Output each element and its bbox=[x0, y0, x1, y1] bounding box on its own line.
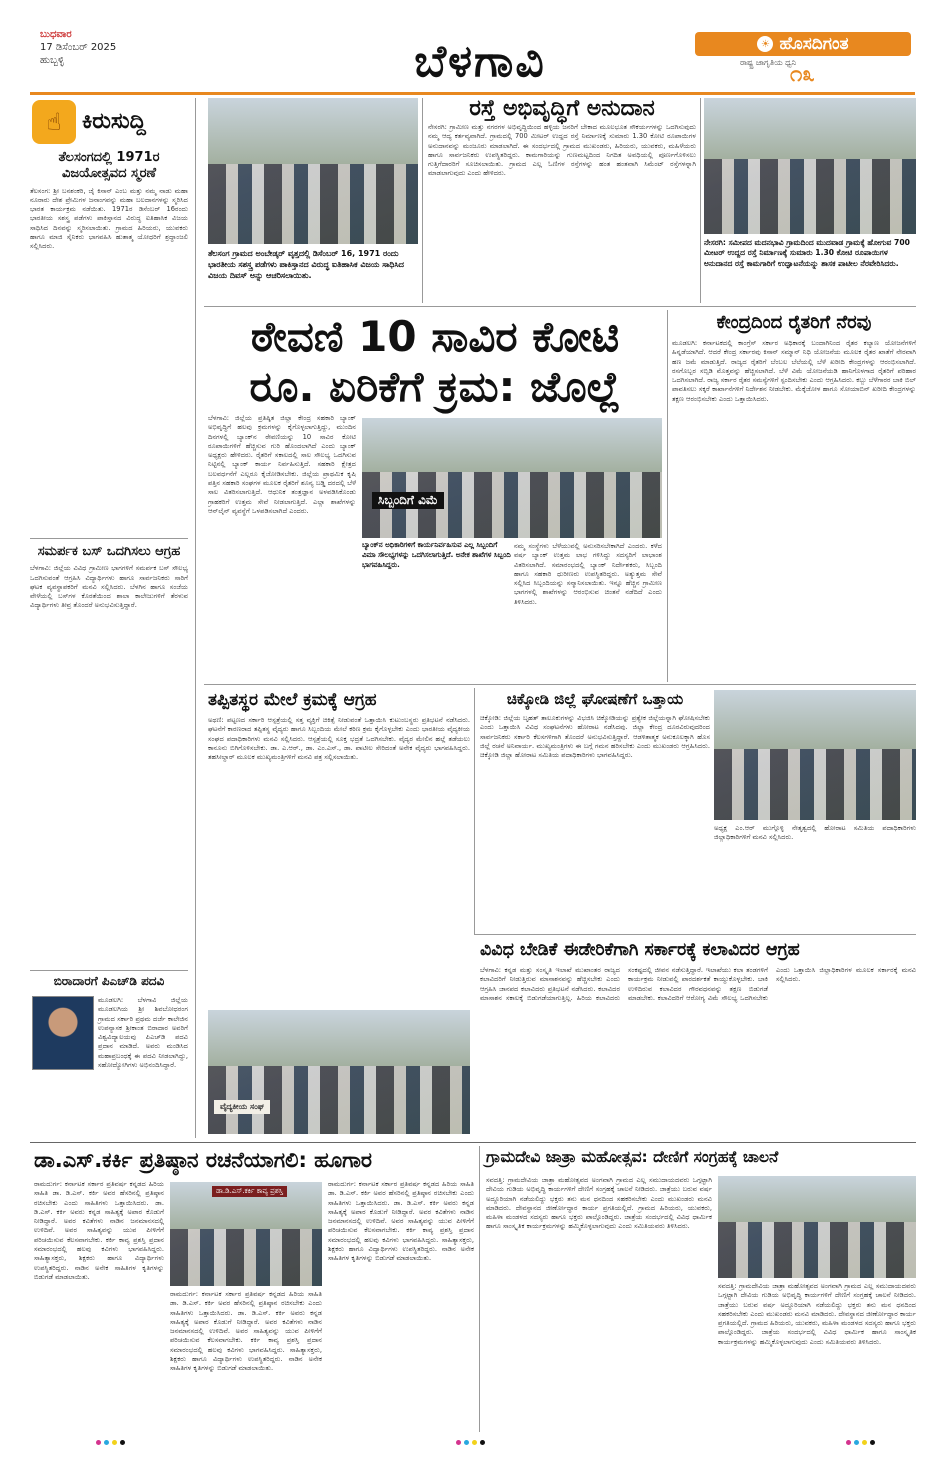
story-headline: ರಸ್ತೆ ಅಭಿವೃದ್ಧಿಗೆ ಅನುದಾನ bbox=[469, 96, 655, 121]
banner-text: ವೈದ್ಯಕೀಯ ಸಂಘ bbox=[214, 1100, 270, 1114]
story-body: ಬೆಳಗಾವಿ: ಕನ್ನಡ ಮತ್ತು ಸಂಸ್ಕೃತಿ ಇಲಾಖೆ ಮುಖಾಂತರ ರಾಜ್ಯದ ಕಲಾವಿದರಿಗೆ ನೀಡುತ್ತಿರುವ ಮಾಸಾಶನವನ್ನು ಹೆಚ್ಚಿಸಬೇಕು ಎಂದು ಆಗ್ರಹಿಸಿ ಜಾನಪದ ಕಲಾವಿದರು ಪ್ರತಿಭಟನೆ ನಡೆಸಿದರು. ಕಲಾವಿದರ ಮಾಸಾಶನ ಸಕಾಲಕ್ಕೆ ಬಿಡುಗಡೆಯಾಗುತ್ತಿಲ್ಲ. ಹಿರಿಯ ಕಲಾವಿದರು ಸಂಕಷ್ಟದಲ್ಲಿ ಜೀವನ ನಡೆಸುತ್ತಿದ್ದಾರೆ. ಇಲಾಖೆಯು ಕಲಾ ತಂಡಗಳಿಗೆ ಕಾರ್ಯಕ್ರಮ ನೀಡುವಲ್ಲಿ ಪಾರದರ್ಶಕತೆ ಕಾಯ್ದುಕೊಳ್ಳಬೇಕು. ಬಾಕಿ ಉಳಿದಿರುವ ಕಲಾವಿದರ ಗೌರವಧನವನ್ನು ತಕ್ಷಣ ಬಿಡುಗಡೆ ಮಾಡಬೇಕು. ಕಲಾವಿದರಿಗೆ ಆರೋಗ್ಯ ವಿಮೆ ಸೌಲಭ್ಯ ಒದಗಿಸಬೇಕು ಎಂದು ಒತ್ತಾಯಿಸಿ ಜಿಲ್ಲಾಧಿಕಾರಿಗಳ ಮೂಲಕ ಸರ್ಕಾರಕ್ಕೆ ಮನವಿ ಸಲ್ಲಿಸಿದರು. bbox=[480, 966, 916, 1002]
brief-headline: ಬಿರಾದಾರಗೆ ಪಿಎಚ್‌ಡಿ ಪದವಿ bbox=[53, 974, 165, 988]
photo-background bbox=[208, 1010, 470, 1066]
section-divider bbox=[474, 934, 916, 935]
brief-item bbox=[30, 974, 188, 1070]
jatra-donation-photo bbox=[718, 1176, 916, 1278]
photo-crowd bbox=[170, 1229, 322, 1286]
photo-background bbox=[704, 98, 916, 159]
photo-background bbox=[208, 98, 418, 164]
story-body: ನೇಸರಗಿ: ಗ್ರಾಮೀಣ ಮತ್ತು ನಗರಗಳ ಅಭಿವೃದ್ಧಿಯಿಂದ ಹಳ್ಳಿಯ ಜನರಿಗೆ ಬೇಕಾದ ಮೂಲಭೂತ ಸೌಕರ್ಯಗಳನ್ನು ಒದಗಿಸುವುದು ನಮ್ಮ ಆದ್ಯ ಕರ್ತವ್ಯವಾಗಿದೆ. ಗ್ರಾಮದಲ್ಲಿ 700 ಮೀಟರ್ ಉದ್ದದ ರಸ್ತೆ ನಿರ್ಮಾಣಕ್ಕೆ ಸುಮಾರು 1.30 ಕೋಟಿ ರೂಪಾಯಿಗಳ ಅನುದಾನವನ್ನು ಮಂಜೂರು ಮಾಡಲಾಗಿದೆ. ಈ ಸಂದರ್ಭದಲ್ಲಿ ಗ್ರಾಮದ ಮುಖಂಡರು, ಹಿರಿಯರು, ಯುವಕರು, ಮಹಿಳೆಯರು ಹಾಗೂ ಸಾರ್ವಜನಿಕರು ಉಪಸ್ಥಿತರಿದ್ದರು. ಕಾಮಗಾರಿಯನ್ನು ಗುಣಮಟ್ಟದಿಂದ ನಿಗದಿತ ಅವಧಿಯಲ್ಲಿ ಪೂರ್ಣಗೊಳಿಸಲು ಗುತ್ತಿಗೆದಾರರಿಗೆ ಸೂಚಿಸಲಾಯಿತು. ಗ್ರಾಮದ ಎಲ್ಲ ಓಣಿಗಳ ರಸ್ತೆಗಳನ್ನು ಹಂತ ಹಂತವಾಗಿ ಸಿಮೆಂಟ್ ರಸ್ತೆಗಳನ್ನಾಗಿ ಮಾಡಲಾಗುವುದು ಎಂದು ಹೇಳಿದರು. bbox=[428, 123, 696, 178]
road-story bbox=[428, 96, 696, 299]
photo-caption: ಅಧ್ಯಕ್ಷ ಎಂ.ಆರ್ ಮುಗ್ಗೊಳ್ಳಿ ನೇತೃತ್ವದಲ್ಲಿ ಹೋರಾಟ ಸಮಿತಿಯ ಪದಾಧಿಕಾರಿಗಳು ಜಿಲ್ಲಾಧಿಕಾರಿಗಳಿಗೆ ಮನವಿ ಸಲ್ಲಿಸಿದರು. bbox=[714, 824, 916, 842]
registration-marks bbox=[846, 1440, 875, 1445]
weekday: ಬುಧವಾರ bbox=[40, 29, 72, 40]
accused-story bbox=[208, 690, 470, 1022]
divider bbox=[30, 538, 188, 539]
photo-caption: ತೆಲಸಂಗ ಗ್ರಾಮದ ಅಂಬೇಡ್ಕರ್ ವೃತ್ತದಲ್ಲಿ ಡಿಸೆಂಬರ್ 16, 1971 ರಂದು ಭಾರತೀಯ ಸಶಸ್ತ್ರ ಪಡೆಗಳು ಪಾಕಿಸ್ತಾನದ ವಿರುದ್ಧ ಐತಿಹಾಸಿಕ ವಿಜಯ ಸಾಧಿಸಿದ ವಿಜಯ ದಿವಸ್ ಅನ್ನು ಆಚರಿಸಲಾಯಿತು. bbox=[208, 249, 404, 280]
city-title: ಬೆಳಗಾವಿ bbox=[414, 36, 546, 87]
headline-line: ಠೇವಣಿ 10 ಸಾವಿರ ಕೋಟಿ bbox=[250, 312, 620, 361]
story-headline: ಗ್ರಾಮದೇವಿ ಜಾತ್ರಾ ಮಹೋತ್ಸವ: ದೇಣಿಗೆ ಸಂಗ್ರಹಕ್ಕೆ ಚಾಲನೆ bbox=[486, 1148, 779, 1166]
section-title: ಕಿರುಸುದ್ದಿ bbox=[82, 108, 146, 134]
photo-crowd bbox=[704, 159, 916, 234]
photo-crowd bbox=[714, 749, 916, 821]
main-story-body-continued: ನಮ್ಮ ಸಂಸ್ಥೆಗಳು ಬೆಳೆಯುವಲ್ಲಿ ಅನುಸರಿಸಬೇಕಾಗಿದೆ ಎಂದರು. ಕಳೆದ ವರ್ಷ ಬ್ಯಾಂಕ್ ಉತ್ತಮ ಲಾಭ ಗಳಿಸಿದ್ದು ಸದಸ್ಯರಿಗೆ ಲಾಭಾಂಶ ವಿತರಿಸಲಾಗಿದೆ. ಸಮಾರಂಭದಲ್ಲಿ ಬ್ಯಾಂಕ್ ನಿರ್ದೇಶಕರು, ಸಿಬ್ಬಂದಿ ಹಾಗೂ ಸಹಕಾರಿ ಧುರೀಣರು ಉಪಸ್ಥಿತರಿದ್ದರು. ಅತ್ಯುತ್ತಮ ಸೇವೆ ಸಲ್ಲಿಸಿದ ಸಿಬ್ಬಂದಿಯನ್ನು ಸನ್ಮಾನಿಸಲಾಯಿತು. ಇನ್ನೂ ಹೆಚ್ಚಿನ ಗ್ರಾಮೀಣ ಭಾಗಗಳಲ್ಲಿ ಶಾಖೆಗಳನ್ನು ಆರಂಭಿಸುವ ಚಿಂತನೆ ನಡೆದಿದೆ ಎಂದು ತಿಳಿಸಿದರು. bbox=[514, 542, 662, 606]
column-rule bbox=[474, 688, 475, 934]
brief-item bbox=[30, 150, 188, 557]
artists-story bbox=[480, 940, 916, 1132]
kirusuddi-header bbox=[30, 98, 190, 148]
column-rule bbox=[667, 310, 668, 682]
story-body: ಅಥಣಿ: ಪಟ್ಟಣದ ಸರ್ಕಾರಿ ಆಸ್ಪತ್ರೆಯಲ್ಲಿ ಸತ್ತ ವ್ಯಕ್ತಿಗೆ ಚಿಕಿತ್ಸೆ ನೀಡುವಂತೆ ಒತ್ತಾಯಿಸಿ ಕುಟುಂಬಸ್ಥರು ಪ್ರತಿಭಟನೆ ನಡೆಸಿದರು. ಘಟನೆಗೆ ಕಾರಣರಾದ ತಪ್ಪಿತಸ್ಥ ವೈದ್ಯರು ಹಾಗೂ ಸಿಬ್ಬಂದಿಯ ಮೇಲೆ ಕಠಿಣ ಕ್ರಮ ಕೈಗೊಳ್ಳಬೇಕು ಎಂದು ಭಾರತೀಯ ವೈದ್ಯಕೀಯ ಸಂಘದ ಪದಾಧಿಕಾರಿಗಳು ಮನವಿ ಸಲ್ಲಿಸಿದರು. ಆಸ್ಪತ್ರೆಯಲ್ಲಿ ಸೂಕ್ತ ಭದ್ರತೆ ಒದಗಿಸಬೇಕು. ವೈದ್ಯರ ಮೇಲಿನ ಹಲ್ಲೆ ತಡೆಯಲು ಕಾನೂನು ಬಿಗಿಗೊಳಿಸಬೇಕು. ಡಾ. ಎ.ಆರ್., ಡಾ. ಎಂ.ಎಸ್., ಡಾ. ಪಾಟೀಲ ಸೇರಿದಂತೆ ಅನೇಕ ವೈದ್ಯರು ಭಾಗವಹಿಸಿದ್ದರು. ತಹಸೀಲ್ದಾರ್ ಮೂಲಕ ಮುಖ್ಯಮಂತ್ರಿಗಳಿಗೆ ಮನವಿ ಪತ್ರ ಸಲ್ಲಿಸಲಾಯಿತು. bbox=[208, 716, 470, 762]
story-body-continued: ಸವದತ್ತಿ: ಗ್ರಾಮದೇವಿಯ ಜಾತ್ರಾ ಮಹೋತ್ಸವದ ಅಂಗವಾಗಿ ಗ್ರಾಮದ ಎಲ್ಲ ಸಮುದಾಯದವರು ಒಗ್ಗಟ್ಟಾಗಿ ದೇವಿಯ ಗುಡಿಯ ಅಭಿವೃದ್ಧಿ ಕಾರ್ಯಗಳಿಗೆ ದೇಣಿಗೆ ಸಂಗ್ರಹಕ್ಕೆ ಚಾಲನೆ ನೀಡಿದರು. ಜಾತ್ರೆಯು ಬರುವ ವರ್ಷ ಅದ್ದೂರಿಯಾಗಿ ನಡೆಯಲಿದ್ದು ಭಕ್ತರು ತನು ಮನ ಧನದಿಂದ ಸಹಕರಿಸಬೇಕು ಎಂದು ಮುಖಂಡರು ಮನವಿ ಮಾಡಿದರು. ದೇವಸ್ಥಾನದ ಜೀರ್ಣೋದ್ಧಾರ ಕಾರ್ಯ ಪ್ರಗತಿಯಲ್ಲಿದೆ. ಗ್ರಾಮದ ಹಿರಿಯರು, ಯುವಕರು, ಮಹಿಳಾ ಮಂಡಳದ ಸದಸ್ಯರು ಹಾಗೂ ಭಕ್ತರು ಪಾಲ್ಗೊಂಡಿದ್ದರು. ಜಾತ್ರೆಯ ಸಂದರ್ಭದಲ್ಲಿ ವಿವಿಧ ಧಾರ್ಮಿಕ ಹಾಗೂ ಸಾಂಸ್ಕೃತಿಕ ಕಾರ್ಯಕ್ರಮಗಳನ್ನು ಹಮ್ಮಿಕೊಳ್ಳಲಾಗುವುದು ಎಂದು ಸಮಿತಿಯವರು ತಿಳಿಸಿದರು. bbox=[718, 1282, 916, 1346]
chikodi-story bbox=[480, 690, 710, 924]
jatra-story bbox=[486, 1148, 916, 1167]
masthead bbox=[0, 0, 945, 95]
column-rule bbox=[700, 98, 701, 303]
registration-marks bbox=[96, 1440, 125, 1445]
column-rule bbox=[479, 1146, 480, 1432]
photo-background bbox=[714, 690, 916, 749]
karki-award-photo bbox=[170, 1182, 322, 1286]
photo-crowd bbox=[208, 164, 418, 244]
story-headline: ಡಾ.ಎಸ್.ಕರ್ಕಿ ಪ್ರತಿಷ್ಠಾನ ರಚನೆಯಾಗಲಿ: ಹೂಗಾರ bbox=[34, 1148, 372, 1172]
photo-caption: ಬ್ಯಾಂಕ್‌ನ ಅಧಿಕಾರಿಗಳಿಗೆ ಕಾರ್ಯನಿರ್ವಹಿಸುವ ಎಲ್ಲ ಸಿಬ್ಬಂದಿಗೆ ವಿಮಾ ಸೌಲಭ್ಯಗಳನ್ನು ಒದಗಿಸಲಾಗುತ್ತಿದೆ. ಅನೇಕ ಶಾಖೆಗಳ ಸಿಬ್ಬಂದಿ ಭಾಗವಹಿಸಿದ್ದರು. bbox=[362, 541, 511, 569]
page-number: ೧೩ bbox=[790, 62, 815, 87]
pointing-hand-icon: ☝ bbox=[32, 100, 76, 144]
section-divider bbox=[204, 684, 916, 685]
registration-marks bbox=[456, 1440, 485, 1445]
main-story-body: ಬೆಳಗಾವಿ: ಜಿಲ್ಲೆಯ ಪ್ರತಿಷ್ಠಿತ ಜಿಲ್ಲಾ ಕೇಂದ್ರ ಸಹಕಾರಿ ಬ್ಯಾಂಕ್ ಅಭಿವೃದ್ಧಿಗೆ ಹಲವು ಕ್ರಮಗಳನ್ನು ಕೈಗೊಳ್ಳಲಾಗುತ್ತಿದ್ದು, ಮುಂದಿನ ದಿನಗಳಲ್ಲಿ ಬ್ಯಾಂಕ್‌ನ ಠೇವಣಿಯನ್ನು 10 ಸಾವಿರ ಕೋಟಿ ರೂಪಾಯಿಗಳಿಗೆ ಹೆಚ್ಚಿಸುವ ಗುರಿ ಹೊಂದಲಾಗಿದೆ ಎಂದು ಬ್ಯಾಂಕ್ ಅಧ್ಯಕ್ಷರು ಹೇಳಿದರು. ರೈತರಿಗೆ ಸಕಾಲದಲ್ಲಿ ಸಾಲ ಸೌಲಭ್ಯ ಒದಗಿಸುವ ನಿಟ್ಟಿನಲ್ಲಿ ಬ್ಯಾಂಕ್ ಕಾರ್ಯ ನಿರ್ವಹಿಸುತ್ತಿದೆ. ಸಹಕಾರಿ ಕ್ಷೇತ್ರದ ಬಲವರ್ಧನೆಗೆ ಎಲ್ಲರೂ ಕೈಜೋಡಿಸಬೇಕು. ಜಿಲ್ಲೆಯ ಪ್ರಾಥಮಿಕ ಕೃಷಿ ಪತ್ತಿನ ಸಹಕಾರಿ ಸಂಘಗಳ ಮೂಲಕ ರೈತರಿಗೆ ಶೂನ್ಯ ಬಡ್ಡಿ ದರದಲ್ಲಿ ಬೆಳೆ ಸಾಲ ವಿತರಿಸಲಾಗುತ್ತಿದೆ. ಆಧುನಿಕ ತಂತ್ರಜ್ಞಾನ ಅಳವಡಿಸಿಕೊಂಡು ಗ್ರಾಹಕರಿಗೆ ಉತ್ತಮ ಸೇವೆ ನೀಡಲಾಗುತ್ತಿದೆ. ಎಲ್ಲಾ ಶಾಖೆಗಳನ್ನು ಆನ್‌ಲೈನ್ ವ್ಯವಸ್ಥೆಗೆ ಒಳಪಡಿಸಲಾಗಿದೆ ಎಂದರು. bbox=[208, 414, 356, 515]
story-headline: ವಿವಿಧ ಬೇಡಿಕೆ ಈಡೇರಿಕೆಗಾಗಿ ಸರ್ಕಾರಕ್ಕೆ ಕಲಾವಿದರ ಆಗ್ರಹ bbox=[480, 940, 800, 960]
brand-tagline: ರಾಷ್ಟ್ರ ಜಾಗೃತಿಯ ಧ್ವನಿ bbox=[740, 58, 797, 67]
brief-headline: ಸಮರ್ಪಕ ಬಸ್ ಒದಗಿಸಲು ಆಗ್ರಹ bbox=[37, 544, 181, 559]
section-divider bbox=[204, 306, 916, 307]
brief-body: ತೆಲಸಂಗ: ಶ್ರೀ ಬನಶಂಕರಿ, ಜೈ ಕಿಸಾನ್ ಎಂಬ ಮತ್ತು ನಮ್ಮ ನಾಡು ಮಹಾ ನೂರಾರು ದೇಶ ಪ್ರೇಮಿಗಳ ಜನಾಂಗವನ್ನು ಮಹಾ ಬಲದಾನಗಳನ್ನು ಸ್ಮರಿಸಿದ ಭಾರತ ಕಾರ್ಯಕ್ರಮ ನಡೆಯಿತು. 1971ರ ಡಿಸೆಂಬರ್ 16ರಂದು ಭಾರತೀಯ ಸಶಸ್ತ್ರ ಪಡೆಗಳು ಪಾಕಿಸ್ತಾನದ ವಿರುದ್ಧ ಐತಿಹಾಸಿಕ ವಿಜಯ ಸಾಧಿಸಿದ ದಿನವನ್ನು ಸ್ಮರಿಸಲಾಯಿತು. ಗ್ರಾಮದ ಹಿರಿಯರು, ಯುವಕರು ಹಾಗೂ ಮಾಜಿ ಸೈನಿಕರು ಭಾಗವಹಿಸಿ ಹುತಾತ್ಮ ಯೋಧರಿಗೆ ಶ್ರದ್ಧಾಂಜಲಿ ಸಲ್ಲಿಸಿದರು. bbox=[30, 186, 188, 251]
story-headline: ಕೇಂದ್ರದಿಂದ ರೈತರಿಗೆ ನೆರವು bbox=[716, 312, 872, 333]
vijay-diwas-photo bbox=[208, 98, 418, 244]
road-inauguration-photo bbox=[704, 98, 916, 234]
photo-caption-title: ಸಿಬ್ಬಂದಿಗೆ ವಿಮೆ bbox=[372, 492, 444, 509]
photo-caption: ನೇಸರಗಿ: ಸಮೀಪದ ಮದನಭಾವಿ ಗ್ರಾಮದಿಂದ ಮುದವಾಡ ಗ್ರಾಮಕ್ಕೆ ಹೋಗುವ 700 ಮೀಟರ್ ಉದ್ದದ ರಸ್ತೆ ನಿರ್ಮಾಣಕ್ಕೆ ಸುಮಾರು 1.30 ಕೋಟಿ ರೂಪಾಯಿಗಳ ಅನುದಾನದ ರಸ್ತೆ ಕಾಮಗಾರಿಗೆ ಉದ್ಘಾಟನೆಯನ್ನು ಶಾಸಕ ಪಾಟೀಲ ನೆರವೇರಿಸಿದರು. bbox=[704, 238, 910, 268]
story-headline: ತಪ್ಪಿತಸ್ಥರ ಮೇಲೆ ಕ್ರಮಕ್ಕೆ ಆಗ್ರಹ bbox=[208, 690, 377, 710]
sun-icon: ☀ bbox=[757, 36, 773, 52]
chikodi-memorandum-photo bbox=[714, 690, 916, 820]
story-body-continued: ರಾಮದುರ್ಗ: ಕರ್ನಾಟಕ ಸರ್ಕಾರ ಪ್ರತಿವರ್ಷ ಕನ್ನಡದ ಹಿರಿಯ ಸಾಹಿತಿ ಡಾ. ಡಿ.ಎಸ್. ಕರ್ಕಿ ಅವರ ಹೆಸರಿನಲ್ಲಿ ಪ್ರತಿಷ್ಠಾನ ರಚಿಸಬೇಕು ಎಂದು ಸಾಹಿತಿಗಳು ಒತ್ತಾಯಿಸಿದರು. ಡಾ. ಡಿ.ಎಸ್. ಕರ್ಕಿ ಅವರು ಕನ್ನಡ ಸಾಹಿತ್ಯಕ್ಕೆ ಅಪಾರ ಕೊಡುಗೆ ನೀಡಿದ್ದಾರೆ. ಅವರ ಕವಿತೆಗಳು ನಾಡಿನ ಜನಮಾನಸದಲ್ಲಿ ಉಳಿದಿವೆ. ಅವರ ಸಾಹಿತ್ಯವನ್ನು ಯುವ ಪೀಳಿಗೆಗೆ ಪರಿಚಯಿಸುವ ಕೆಲಸವಾಗಬೇಕು. ಕರ್ಕಿ ಕಾವ್ಯ ಪ್ರಶಸ್ತಿ ಪ್ರದಾನ ಸಮಾರಂಭದಲ್ಲಿ ಹಲವು ಕವಿಗಳು ಭಾಗವಹಿಸಿದ್ದರು. ಸಾಹಿತ್ಯಾಸಕ್ತರು, ಶಿಕ್ಷಕರು ಹಾಗೂ ವಿದ್ಯಾರ್ಥಿಗಳು ಉಪಸ್ಥಿತರಿದ್ದರು. ನಾಡಿನ ಅನೇಕ ಸಾಹಿತಿಗಳ ಕೃತಿಗಳನ್ನು ಬಿಡುಗಡೆ ಮಾಡಲಾಯಿತು. bbox=[328, 1180, 474, 1263]
masthead-rule bbox=[30, 92, 915, 95]
main-story-headline bbox=[208, 312, 662, 412]
brief-body: ಮೂಡಲಗಿ: ಬೆಳಗಾವಿ ಜಿಲ್ಲೆಯ ಮೂಡಲಗಿಯ ಶ್ರೀ ಶಿವಬೋಧರಂಗ ಗ್ರಾಮದ ಸರ್ಕಾರಿ ಪ್ರಥಮ ದರ್ಜೆ ಕಾಲೇಜಿನ ಉಪನ್ಯಾಸಕ ಶ್ರೀಕಾಂತ ಬಿರಾದಾರ ಅವರಿಗೆ ವಿಶ್ವವಿದ್ಯಾಲಯವು ಪಿಎಚ್‌ಡಿ ಪದವಿ ಪ್ರದಾನ ಮಾಡಿದೆ. ಅವರು ಮಂಡಿಸಿದ ಮಹಾಪ್ರಬಂಧಕ್ಕೆ ಈ ಪದವಿ ನೀಡಲಾಗಿದ್ದು, ಸಹೋದ್ಯೋಗಿಗಳು ಅಭಿನಂದಿಸಿದ್ದಾರೆ. bbox=[98, 996, 188, 1070]
story-headline: ಚಿಕ್ಕೋಡಿ ಜಿಲ್ಲೆ ಘೋಷಣೆಗೆ ಒತ್ತಾಯ bbox=[506, 690, 684, 708]
photo-background bbox=[718, 1176, 916, 1222]
karki-story bbox=[34, 1148, 474, 1173]
story-body: ಮೂಡಲಗಿ: ಕರ್ನಾಟಕದಲ್ಲಿ ಕಾಂಗ್ರೆಸ್ ಸರ್ಕಾರ ಅಧಿಕಾರಕ್ಕೆ ಬಂದಾಗಿನಿಂದ ರೈತರ ಕಲ್ಯಾಣ ಯೋಜನೆಗಳಿಗೆ ಹಿನ್ನಡೆಯಾಗಿದೆ. ಆದರೆ ಕೇಂದ್ರ ಸರ್ಕಾರವು ಕಿಸಾನ್ ಸಮ್ಮಾನ್ ನಿಧಿ ಯೋಜನೆಯ ಮೂಲಕ ರೈತರ ಖಾತೆಗೆ ನೇರವಾಗಿ ಹಣ ಜಮೆ ಮಾಡುತ್ತಿದೆ. ರಾಜ್ಯದ ರೈತರಿಗೆ ಬೆಂಬಲ ಬೆಲೆಯಲ್ಲಿ ಬೆಳೆ ಖರೀದಿ ಕೇಂದ್ರಗಳನ್ನು ಆರಂಭಿಸಲಾಗಿದೆ. ರಸಗೊಬ್ಬರ ಸಬ್ಸಿಡಿ ಮೊತ್ತವನ್ನು ಹೆಚ್ಚಿಸಲಾಗಿದೆ. ಬೆಳೆ ವಿಮೆ ಯೋಜನೆಯಡಿ ಹಾನಿಗೊಳಗಾದ ರೈತರಿಗೆ ಪರಿಹಾರ ಒದಗಿಸಲಾಗಿದೆ. ರಾಜ್ಯ ಸರ್ಕಾರ ರೈತರ ಸಮಸ್ಯೆಗಳಿಗೆ ಸ್ಪಂದಿಸಬೇಕು ಎಂದು ಆಗ್ರಹಿಸಿದರು. ಕಬ್ಬು ಬೆಳೆಗಾರರ ಬಾಕಿ ಬಿಲ್ ಪಾವತಿಸಲು ಸಕ್ಕರೆ ಕಾರ್ಖಾನೆಗಳಿಗೆ ನಿರ್ದೇಶನ ನೀಡಬೇಕು. ಮೆಕ್ಕೆಜೋಳ ಹಾಗೂ ಸೋಯಾಬಿನ್ ಖರೀದಿ ಕೇಂದ್ರಗಳನ್ನು ತಕ್ಷಣ ಆರಂಭಿಸಬೇಕು ಎಂದು ಒತ್ತಾಯಿಸಿದರು. bbox=[672, 339, 916, 403]
section-divider bbox=[30, 1142, 916, 1143]
date: 17 ಡಿಸೆಂಬರ್ 2025 bbox=[40, 42, 117, 53]
divider bbox=[30, 970, 188, 971]
photo-background bbox=[362, 418, 662, 472]
brief-headline: ತೆಲಸಂಗದಲ್ಲಿ 1971ರ ವಿಜಯೋತ್ಸವದ ಸ್ಮರಣೆ bbox=[58, 150, 160, 182]
date-block bbox=[40, 28, 116, 67]
farmers-story bbox=[672, 312, 916, 675]
bank-event-photo bbox=[362, 418, 662, 538]
story-body: ಚಿಕ್ಕೋಡಿ: ಜಿಲ್ಲೆಯ ಬೃಹತ್ ತಾಲೂಕುಗಳನ್ನು ವಿಭಜಿಸಿ ಚಿಕ್ಕೋಡಿಯನ್ನು ಪ್ರತ್ಯೇಕ ಜಿಲ್ಲೆಯನ್ನಾಗಿ ಘೋಷಿಸಬೇಕು ಎಂದು ಒತ್ತಾಯಿಸಿ ವಿವಿಧ ಸಂಘಟನೆಗಳು ಹೋರಾಟ ನಡೆಸಿದವು. ಜಿಲ್ಲಾ ಕೇಂದ್ರ ದೂರವಿರುವುದರಿಂದ ಸಾರ್ವಜನಿಕರು ಸರ್ಕಾರಿ ಕೆಲಸಗಳಿಗಾಗಿ ತೊಂದರೆ ಅನುಭವಿಸುತ್ತಿದ್ದಾರೆ. ಆಡಳಿತಾತ್ಮಕ ಅನುಕೂಲಕ್ಕಾಗಿ ಹೊಸ ಜಿಲ್ಲೆ ರಚನೆ ಅನಿವಾರ್ಯ. ಮುಖ್ಯಮಂತ್ರಿಗಳು ಈ ಬಗ್ಗೆ ಗಮನ ಹರಿಸಬೇಕು ಎಂದು ಮುಖಂಡರು ಆಗ್ರಹಿಸಿದರು. ಚಿಕ್ಕೋಡಿ ಜಿಲ್ಲಾ ಹೋರಾಟ ಸಮಿತಿಯ ಪದಾಧಿಕಾರಿಗಳು ಭಾಗವಹಿಸಿದ್ದರು. bbox=[480, 714, 710, 760]
brand-name: ಹೊಸದಿಗಂತ bbox=[779, 34, 849, 54]
doctors-protest-photo bbox=[208, 1010, 470, 1134]
kirusuddi-sidebar bbox=[30, 98, 196, 1138]
column-rule bbox=[422, 98, 423, 303]
brief-item bbox=[30, 544, 188, 964]
brand-logo bbox=[695, 32, 911, 56]
story-body: ಸವದತ್ತಿ: ಗ್ರಾಮದೇವಿಯ ಜಾತ್ರಾ ಮಹೋತ್ಸವದ ಅಂಗವಾಗಿ ಗ್ರಾಮದ ಎಲ್ಲ ಸಮುದಾಯದವರು ಒಗ್ಗಟ್ಟಾಗಿ ದೇವಿಯ ಗುಡಿಯ ಅಭಿವೃದ್ಧಿ ಕಾರ್ಯಗಳಿಗೆ ದೇಣಿಗೆ ಸಂಗ್ರಹಕ್ಕೆ ಚಾಲನೆ ನೀಡಿದರು. ಜಾತ್ರೆಯು ಬರುವ ವರ್ಷ ಅದ್ದೂರಿಯಾಗಿ ನಡೆಯಲಿದ್ದು ಭಕ್ತರು ತನು ಮನ ಧನದಿಂದ ಸಹಕರಿಸಬೇಕು ಎಂದು ಮುಖಂಡರು ಮನವಿ ಮಾಡಿದರು. ದೇವಸ್ಥಾನದ ಜೀರ್ಣೋದ್ಧಾರ ಕಾರ್ಯ ಪ್ರಗತಿಯಲ್ಲಿದೆ. ಗ್ರಾಮದ ಹಿರಿಯರು, ಯುವಕರು, ಮಹಿಳಾ ಮಂಡಳದ ಸದಸ್ಯರು ಹಾಗೂ ಭಕ್ತರು ಪಾಲ್ಗೊಂಡಿದ್ದರು. ಜಾತ್ರೆಯ ಸಂದರ್ಭದಲ್ಲಿ ವಿವಿಧ ಧಾರ್ಮಿಕ ಹಾಗೂ ಸಾಂಸ್ಕೃತಿಕ ಕಾರ್ಯಕ್ರಮಗಳನ್ನು ಹಮ್ಮಿಕೊಳ್ಳಲಾಗುವುದು ಎಂದು ಸಮಿತಿಯವರು ತಿಳಿಸಿದರು. bbox=[486, 1176, 712, 1231]
story-body: ರಾಮದುರ್ಗ: ಕರ್ನಾಟಕ ಸರ್ಕಾರ ಪ್ರತಿವರ್ಷ ಕನ್ನಡದ ಹಿರಿಯ ಸಾಹಿತಿ ಡಾ. ಡಿ.ಎಸ್. ಕರ್ಕಿ ಅವರ ಹೆಸರಿನಲ್ಲಿ ಪ್ರತಿಷ್ಠಾನ ರಚಿಸಬೇಕು ಎಂದು ಸಾಹಿತಿಗಳು ಒತ್ತಾಯಿಸಿದರು. ಡಾ. ಡಿ.ಎಸ್. ಕರ್ಕಿ ಅವರು ಕನ್ನಡ ಸಾಹಿತ್ಯಕ್ಕೆ ಅಪಾರ ಕೊಡುಗೆ ನೀಡಿದ್ದಾರೆ. ಅವರ ಕವಿತೆಗಳು ನಾಡಿನ ಜನಮಾನಸದಲ್ಲಿ ಉಳಿದಿವೆ. ಅವರ ಸಾಹಿತ್ಯವನ್ನು ಯುವ ಪೀಳಿಗೆಗೆ ಪರಿಚಯಿಸುವ ಕೆಲಸವಾಗಬೇಕು. ಕರ್ಕಿ ಕಾವ್ಯ ಪ್ರಶಸ್ತಿ ಪ್ರದಾನ ಸಮಾರಂಭದಲ್ಲಿ ಹಲವು ಕವಿಗಳು ಭಾಗವಹಿಸಿದ್ದರು. ಸಾಹಿತ್ಯಾಸಕ್ತರು, ಶಿಕ್ಷಕರು ಹಾಗೂ ವಿದ್ಯಾರ್ಥಿಗಳು ಉಪಸ್ಥಿತರಿದ್ದರು. ನಾಡಿನ ಅನೇಕ ಸಾಹಿತಿಗಳ ಕೃತಿಗಳನ್ನು ಬಿಡುಗಡೆ ಮಾಡಲಾಯಿತು. bbox=[34, 1180, 164, 1281]
headline-line: ರೂ. ಏರಿಕೆಗೆ ಕ್ರಮ: ಜೊಲ್ಲೆ bbox=[249, 362, 621, 411]
edition: ಹುಬ್ಬಳ್ಳಿ bbox=[40, 55, 65, 66]
photo-crowd bbox=[718, 1222, 916, 1278]
story-body-continued: ರಾಮದುರ್ಗ: ಕರ್ನಾಟಕ ಸರ್ಕಾರ ಪ್ರತಿವರ್ಷ ಕನ್ನಡದ ಹಿರಿಯ ಸಾಹಿತಿ ಡಾ. ಡಿ.ಎಸ್. ಕರ್ಕಿ ಅವರ ಹೆಸರಿನಲ್ಲಿ ಪ್ರತಿಷ್ಠಾನ ರಚಿಸಬೇಕು ಎಂದು ಸಾಹಿತಿಗಳು ಒತ್ತಾಯಿಸಿದರು. ಡಾ. ಡಿ.ಎಸ್. ಕರ್ಕಿ ಅವರು ಕನ್ನಡ ಸಾಹಿತ್ಯಕ್ಕೆ ಅಪಾರ ಕೊಡುಗೆ ನೀಡಿದ್ದಾರೆ. ಅವರ ಕವಿತೆಗಳು ನಾಡಿನ ಜನಮಾನಸದಲ್ಲಿ ಉಳಿದಿವೆ. ಅವರ ಸಾಹಿತ್ಯವನ್ನು ಯುವ ಪೀಳಿಗೆಗೆ ಪರಿಚಯಿಸುವ ಕೆಲಸವಾಗಬೇಕು. ಕರ್ಕಿ ಕಾವ್ಯ ಪ್ರಶಸ್ತಿ ಪ್ರದಾನ ಸಮಾರಂಭದಲ್ಲಿ ಹಲವು ಕವಿಗಳು ಭಾಗವಹಿಸಿದ್ದರು. ಸಾಹಿತ್ಯಾಸಕ್ತರು, ಶಿಕ್ಷಕರು ಹಾಗೂ ವಿದ್ಯಾರ್ಥಿಗಳು ಉಪಸ್ಥಿತರಿದ್ದರು. ನಾಡಿನ ಅನೇಕ ಸಾಹಿತಿಗಳ ಕೃತಿಗಳನ್ನು ಬಿಡುಗಡೆ ಮಾಡಲಾಯಿತು. bbox=[170, 1290, 322, 1373]
banner-text: ಡಾ.ಡಿ.ಎಸ್.ಕರ್ಕಿ ಕಾವ್ಯ ಪ್ರಶಸ್ತಿ bbox=[212, 1186, 287, 1197]
brief-body: ಬೆಳಗಾವಿ: ಜಿಲ್ಲೆಯ ವಿವಿಧ ಗ್ರಾಮೀಣ ಭಾಗಗಳಿಗೆ ಸಮರ್ಪಕ ಬಸ್ ಸೌಲಭ್ಯ ಒದಗಿಸುವಂತೆ ಆಗ್ರಹಿಸಿ ವಿದ್ಯಾರ್ಥಿಗಳು ಹಾಗೂ ಸಾರ್ವಜನಿಕರು ಸಾರಿಗೆ ಘಟಕ ವ್ಯವಸ್ಥಾಪಕರಿಗೆ ಮನವಿ ಸಲ್ಲಿಸಿದರು. ಬೆಳಗಿನ ಹಾಗೂ ಸಂಜೆಯ ವೇಳೆಯಲ್ಲಿ ಬಸ್‌ಗಳ ಕೊರತೆಯಿಂದ ಶಾಲಾ ಕಾಲೇಜುಗಳಿಗೆ ತೆರಳುವ ವಿದ್ಯಾರ್ಥಿಗಳು ತೀವ್ರ ತೊಂದರೆ ಅನುಭವಿಸುತ್ತಿದ್ದಾರೆ. bbox=[30, 564, 188, 610]
